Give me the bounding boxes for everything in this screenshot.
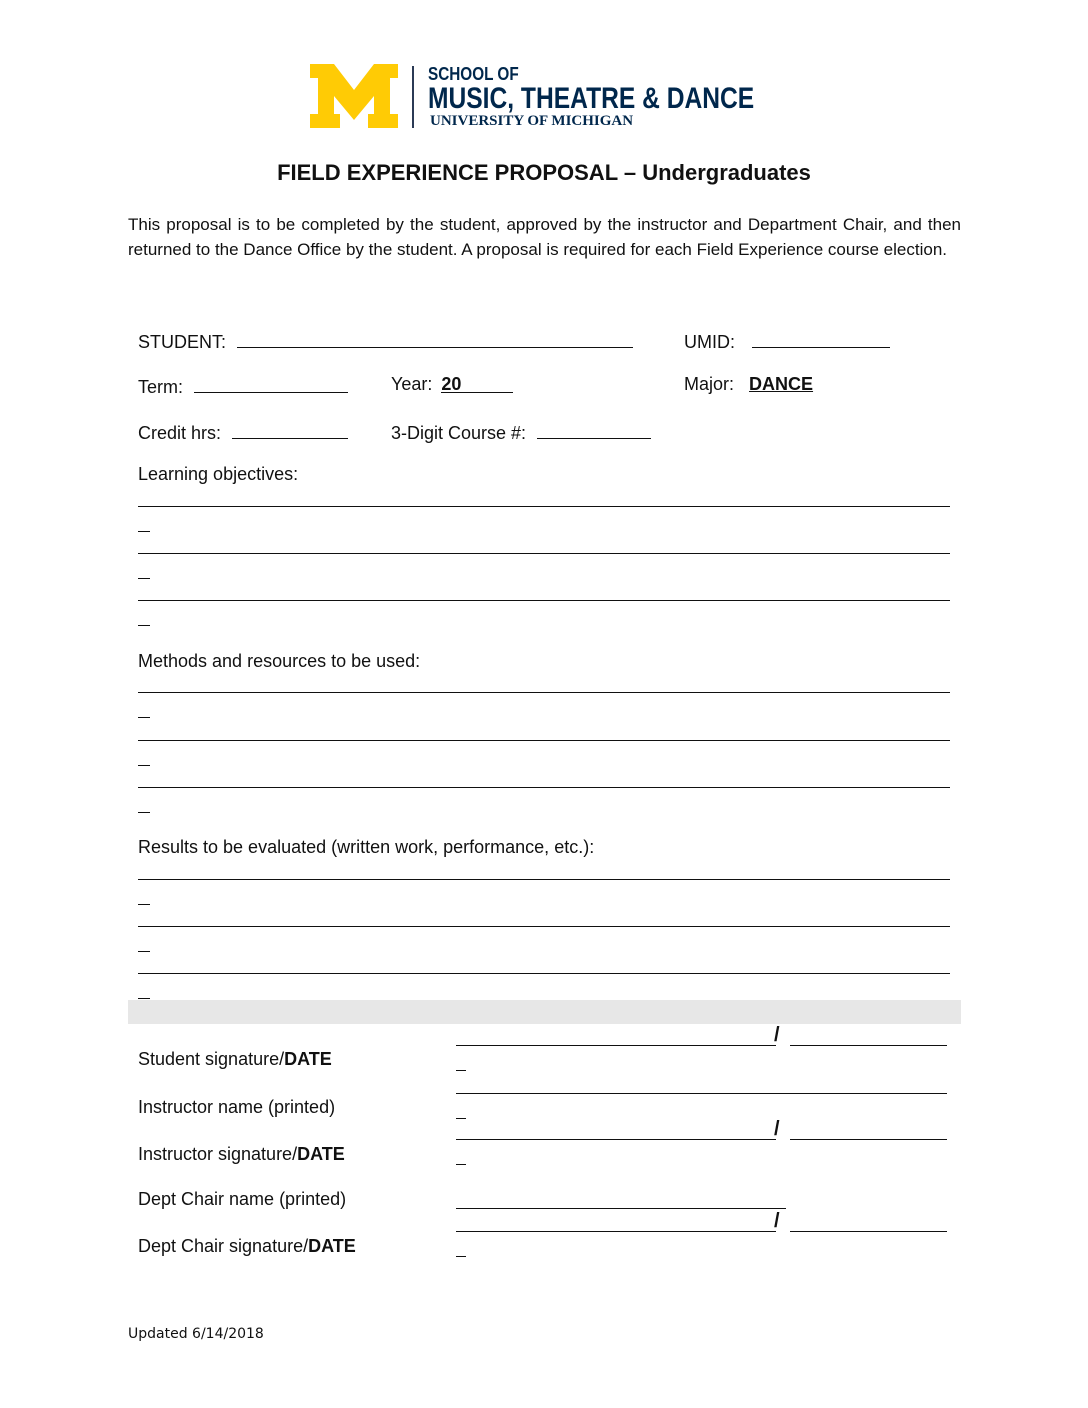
date-word: DATE: [308, 1236, 356, 1256]
instructor-signature-line[interactable]: [456, 1139, 776, 1140]
chair-date-line[interactable]: [790, 1231, 947, 1232]
major-value: DANCE: [749, 374, 814, 394]
year-blank[interactable]: [441, 374, 513, 393]
umid-label: UMID:: [684, 332, 735, 352]
logo-school-text: SCHOOL OF: [428, 64, 519, 84]
course-number-field: [391, 420, 651, 444]
methods-line-2[interactable]: [138, 740, 950, 741]
student-date-line[interactable]: [790, 1045, 947, 1046]
slash-separator: /: [774, 1024, 780, 1046]
updated-date-footer: Updated 6/14/2018: [128, 1326, 264, 1342]
student-signature-label: Student signature/DATE: [138, 1049, 332, 1069]
major-label: Major:: [684, 374, 735, 394]
block-m-shape: [310, 64, 398, 128]
student-field: [138, 329, 633, 353]
major-field: [684, 374, 813, 395]
intro-paragraph: This proposal is to be completed by the student, approved by the instructor and Department Chair, and then returned to the Dance Office by the student. A proposal is required for each Field Experience course election.: [128, 215, 961, 259]
dash-mark: [138, 812, 150, 813]
dash-mark: [138, 904, 150, 905]
results-line-2[interactable]: [138, 926, 950, 927]
year-prefix: 20: [441, 374, 462, 394]
instructor-name-line[interactable]: [456, 1093, 947, 1094]
block-m-logo: [310, 64, 398, 128]
dash-mark: [456, 1070, 466, 1071]
document-title: FIELD EXPERIENCE PROPOSAL – Undergraduates: [277, 160, 811, 185]
results-line-3[interactable]: [138, 973, 950, 974]
dash-mark: [456, 1164, 466, 1165]
instructor-name-label: Instructor name (printed): [138, 1097, 336, 1117]
umid-field: [684, 329, 890, 353]
dash-mark: [138, 998, 150, 999]
dash-mark: [456, 1118, 466, 1119]
term-blank[interactable]: [194, 374, 348, 393]
student-name-blank[interactable]: [237, 329, 633, 348]
learning-objectives-line-1[interactable]: [138, 506, 950, 507]
chair-signature-line[interactable]: [456, 1231, 776, 1232]
year-field: [391, 374, 513, 395]
methods-line-1[interactable]: [138, 692, 950, 693]
chair-name-line[interactable]: [456, 1208, 786, 1209]
year-label: Year:: [391, 374, 433, 394]
slash-separator: /: [774, 1210, 780, 1232]
logo-divider: [412, 66, 414, 128]
learning-objectives-line-2[interactable]: [138, 553, 950, 554]
learning-objectives-line-3[interactable]: [138, 600, 950, 601]
logo-school-name: MUSIC, THEATRE & DANCE: [428, 82, 755, 115]
dash-mark: [138, 578, 150, 579]
section-divider-band: [128, 1000, 961, 1024]
dash-mark: [138, 625, 150, 626]
term-label: Term:: [138, 377, 183, 397]
chair-signature-label: Dept Chair signature/DATE: [138, 1236, 356, 1256]
slash-separator: /: [774, 1118, 780, 1140]
logo-university-text: UNIVERSITY OF MICHIGAN: [430, 113, 634, 129]
instructor-date-line[interactable]: [790, 1139, 947, 1140]
student-label: STUDENT:: [138, 332, 227, 352]
chair-name-label: Dept Chair name (printed): [138, 1189, 347, 1209]
course-number-label: 3-Digit Course #:: [391, 423, 527, 443]
term-field: [138, 374, 348, 398]
credit-hours-field: [138, 420, 348, 444]
learning-objectives-label: Learning objectives:: [138, 464, 299, 484]
date-word: DATE: [297, 1144, 345, 1164]
dash-mark: [456, 1256, 466, 1257]
results-label: Results to be evaluated (written work, performance, etc.):: [138, 837, 595, 857]
instructor-signature-label: Instructor signature/DATE: [138, 1144, 345, 1164]
methods-line-3[interactable]: [138, 787, 950, 788]
dash-mark: [138, 951, 150, 952]
umid-blank[interactable]: [752, 329, 890, 348]
course-number-blank[interactable]: [537, 420, 651, 439]
methods-label: Methods and resources to be used:: [138, 651, 421, 671]
date-word: DATE: [284, 1049, 332, 1069]
results-line-1[interactable]: [138, 879, 950, 880]
credit-hours-blank[interactable]: [232, 420, 348, 439]
credit-hours-label: Credit hrs:: [138, 423, 222, 443]
dash-mark: [138, 717, 150, 718]
dash-mark: [138, 531, 150, 532]
student-signature-line[interactable]: [456, 1045, 776, 1046]
dash-mark: [138, 765, 150, 766]
